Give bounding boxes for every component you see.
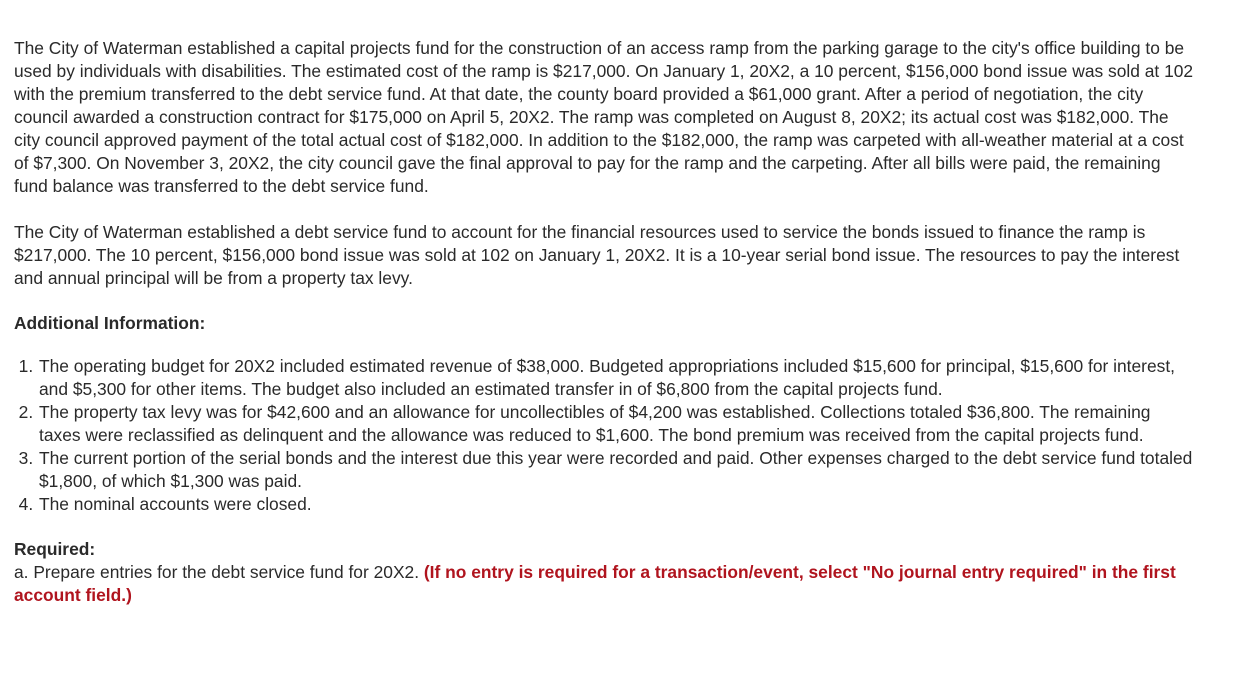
list-item: 4. The nominal accounts were closed. bbox=[38, 493, 1196, 516]
no-entry-instruction: (If no entry is required for a transaction/event, select "No journal entry required" in the first account field.) bbox=[14, 562, 1176, 605]
list-item: 3. The current portion of the serial bonds and the interest due this year were recorded and paid. Other expenses charged to the debt service fund totaled $1,800, of which $1,300 was paid. bbox=[38, 447, 1196, 493]
required-label: Required: bbox=[14, 539, 96, 559]
required-part-a bbox=[14, 561, 1196, 607]
part-a-text: a. Prepare entries for the debt service fund for 20X2. bbox=[14, 562, 420, 582]
list-item: 1. The operating budget for 20X2 included estimated revenue of $38,000. Budgeted appropriations included $15,600 for principal, $15,600 for interest, and $5,300 for other items. The budget also included an estimated transfer in of $6,800 from the capital projects fund. bbox=[38, 355, 1196, 401]
capital-projects-paragraph: The City of Waterman established a capital projects fund for the construction of an access ramp from the parking garage to the city's office building to be used by individuals with disabilities. The estimated cost of the ramp is $217,000. On January 1, 20X2, a 10 percent, $156,000 bond issue was sold at 102 with the premium transferred to the debt service fund. At that date, the county board provided a $61,000 grant. After a period of negotiation, the city council awarded a construction contract for $175,000 on April 5, 20X2. The ramp was completed on August 8, 20X2; its actual cost was $182,000. The city council approved payment of the total actual cost of $182,000. In addition to the $182,000, the ramp was carpeted with all-weather material at a cost of $7,300. On November 3, 20X2, the city council gave the final approval to pay for the ramp and the carpeting. After all bills were paid, the remaining fund balance was transferred to the debt service fund. bbox=[14, 38, 1194, 196]
additional-info-list bbox=[14, 355, 1196, 516]
debt-service-paragraph: The City of Waterman established a debt service fund to account for the financial resources used to service the bonds issued to finance the ramp is $217,000. The 10 percent, $156,000 bond issue was sold at 102 on January 1, 20X2. It is a 10-year serial bond issue. The resources to pay the interest and annual principal will be from a property tax levy. bbox=[14, 222, 1180, 288]
list-item: 2. The property tax levy was for $42,600 and an allowance for uncollectibles of $4,200 was established. Collections totaled $36,800. The remaining taxes were reclassified as delinquent and the allowance was reduced to $1,600. The bond premium was received from the capital projects fund. bbox=[38, 401, 1196, 447]
additional-info-heading: Additional Information: bbox=[14, 313, 206, 333]
